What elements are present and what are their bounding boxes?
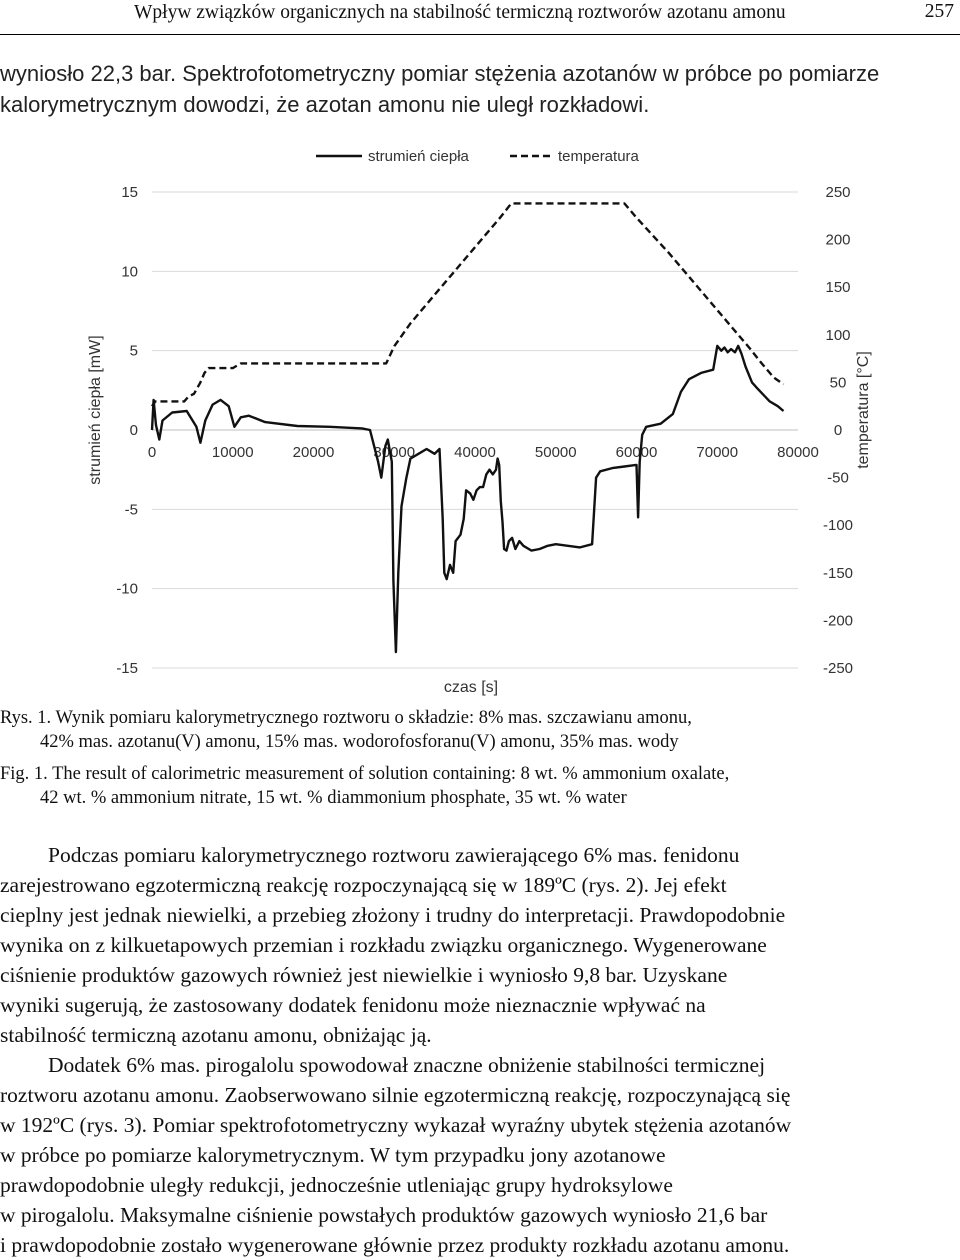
body-text	[0, 840, 960, 1260]
y-tick-label: 10	[121, 263, 138, 281]
x-tick-label: 70000	[696, 444, 739, 461]
paragraph-line: wynika on z kilkuetapowych przemian i rozkładu związku organicznego. Wygenerowane	[0, 933, 767, 957]
page-number: 257	[924, 1, 954, 22]
x-tick-label: 0	[147, 444, 157, 461]
y2-tick-label: 50	[829, 374, 847, 392]
paragraph-line: roztworu azotanu amonu. Zaobserwowano silnie egzotermiczną reakcję, rozpoczynającą się	[0, 1083, 791, 1107]
paragraph-line: ciśnienie produktów gazowych również jest niewielkie i wyniosło 9,8 bar. Uzyskane	[0, 963, 728, 987]
y-tick-label: 15	[121, 184, 138, 201]
series-line-temperature	[152, 203, 784, 406]
series-line-heat-flow	[152, 346, 784, 652]
x-tick-label: 10000	[211, 444, 254, 461]
paragraph-line: Podczas pomiaru kalorymetrycznego roztworu zawierającego 6% mas. fenidonu	[48, 843, 740, 867]
running-header	[0, 0, 960, 35]
caption-label: Fig. 1.	[0, 764, 48, 784]
y-tick-label: -5	[124, 501, 138, 519]
y2-tick-label: -50	[827, 469, 849, 487]
y-tick-label: -10	[116, 580, 138, 598]
calorimetric-chart	[86, 140, 876, 700]
y2-tick-label: -150	[822, 564, 854, 582]
paragraph-line: zarejestrowano egzotermiczną reakcję rozpoczynającą się w 189ºC (rys. 2). Jej efekt	[0, 873, 727, 897]
y2-tick-label: 200	[825, 231, 851, 249]
y2-tick-label: 250	[825, 184, 851, 201]
y2-tick-label: 100	[825, 326, 851, 344]
y2-tick-label: -200	[822, 612, 854, 630]
x-axis-title: czas [s]	[443, 679, 499, 696]
paragraph-line: stabilność termiczną azotanu amonu, obniżając ją.	[0, 1023, 432, 1047]
figure-caption-pl	[0, 706, 960, 754]
x-tick-label: 60000	[615, 444, 658, 461]
caption-text: 42 wt. % ammonium nitrate, 15 wt. % diammonium phosphate, 35 wt. % water	[40, 788, 627, 808]
y-tick-label: 0	[129, 422, 138, 439]
x-tick-label: 20000	[292, 444, 335, 461]
caption-text: 42% mas. azotanu(V) amonu, 15% mas. wodorofosforanu(V) amonu, 35% mas. wody	[40, 732, 679, 752]
x-tick-label: 30000	[373, 444, 416, 461]
paragraph-line: wyniki sugerują, że zastosowany dodatek fenidonu może nieznacznie wpływać na	[0, 993, 706, 1017]
caption-text: The result of calorimetric measurement of solution containing: 8 wt. % ammonium oxalate,	[52, 764, 730, 784]
y-tick-label: -15	[116, 660, 138, 677]
paragraph-line: w pirogalolu. Maksymalne ciśnienie powstałych produktów gazowych wyniosło 21,6 bar	[0, 1203, 768, 1227]
intro-line: wyniosło 22,3 bar. Spektrofotometryczny pomiar stężenia azotanów w próbce po pomiarze	[0, 61, 880, 86]
caption-text: Wynik pomiaru kalorymetrycznego roztworu o składzie: 8% mas. szczawianu amonu,	[55, 708, 692, 728]
paragraph-line: Dodatek 6% mas. pirogalolu spowodował znaczne obniżenie stabilności termicznej	[48, 1053, 766, 1077]
y2-tick-label: -100	[822, 517, 854, 535]
figure-caption-en	[0, 762, 960, 810]
y2-axis-title: temperatura [°C]	[855, 351, 872, 469]
paragraph-line: i prawdopodobnie zostało wygenerowane głównie przez produkty rozkładu azotanu amonu.	[0, 1233, 790, 1257]
intro-line: kalorymetrycznym dowodzi, że azotan amonu nie uległ rozkładowi.	[0, 92, 650, 117]
y-axis-title: strumień ciepła [mW]	[87, 335, 104, 485]
y2-tick-label: 150	[825, 279, 851, 297]
running-title: Wpływ związków organicznych na stabilność termiczną roztworów azotanu amonu	[134, 2, 786, 23]
legend-label-temperature: temperatura	[558, 148, 639, 165]
x-tick-label: 40000	[454, 444, 496, 461]
chart-svg	[86, 140, 876, 700]
legend-label-heat-flow: strumień ciepła	[368, 148, 469, 165]
intro-paragraph	[0, 58, 960, 120]
y2-tick-label: -250	[822, 660, 854, 677]
paragraph-line: w próbce po pomiarze kalorymetrycznym. W tym przypadku jony azotanowe	[0, 1143, 666, 1167]
x-tick-label: 50000	[534, 444, 577, 461]
x-tick-label: 80000	[777, 444, 819, 461]
y2-tick-label: 0	[833, 422, 843, 439]
paragraph-line: w 192ºC (rys. 3). Pomiar spektrofotometryczny wykazał wyraźny ubytek stężenia azotanów	[0, 1113, 792, 1137]
paragraph-line: cieplny jest jednak niewielki, a przebieg złożony i trudny do interpretacji. Prawdopodobnie	[0, 903, 786, 927]
y-tick-label: 5	[129, 342, 138, 360]
paragraph-line: prawdopodobnie uległy redukcji, jednocześnie utleniając grupy hydroksylowe	[0, 1173, 673, 1197]
caption-label: Rys. 1.	[0, 708, 52, 728]
